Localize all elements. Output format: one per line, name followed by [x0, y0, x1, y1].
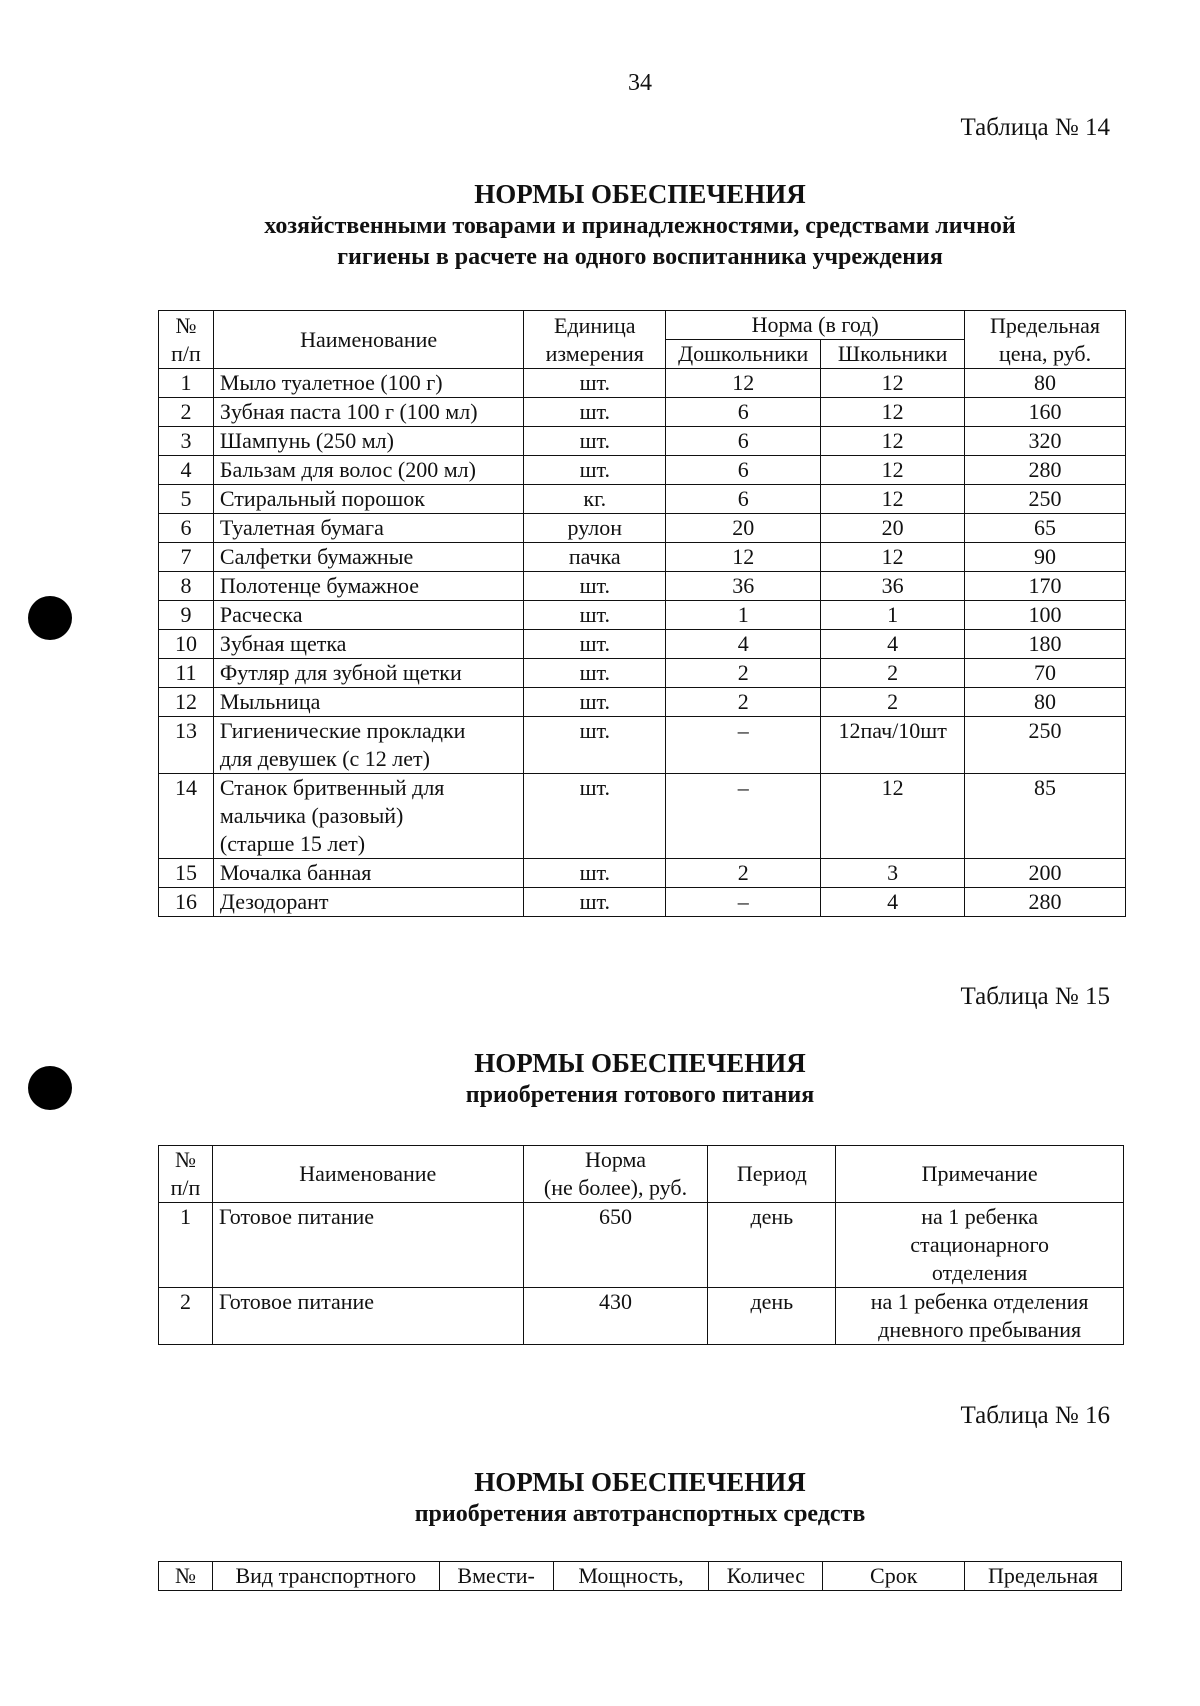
- header-unit: Единица измерения: [524, 311, 666, 369]
- header-preschool: Дошкольники: [666, 340, 821, 369]
- cell-num: 6: [159, 514, 214, 543]
- cell-unit: шт.: [524, 659, 666, 688]
- cell-note-line: отделения: [931, 1260, 1028, 1285]
- cell-price: 80: [965, 369, 1126, 398]
- cell-name: Готовое питание: [212, 1203, 523, 1288]
- cell-price: 200: [965, 859, 1126, 888]
- cell-school: 12: [821, 456, 965, 485]
- table-row: [159, 717, 1126, 774]
- table-row: [159, 1288, 1124, 1345]
- cell-unit: шт.: [524, 456, 666, 485]
- cell-name-line: Салфетки бумажные: [219, 544, 414, 569]
- cell-name: [213, 456, 523, 485]
- cell-num: 8: [159, 572, 214, 601]
- table-row: [159, 688, 1126, 717]
- cell-name-line: для девушек (с 12 лет): [219, 746, 430, 771]
- cell-name-line: Дезодорант: [219, 889, 329, 914]
- table-row: [159, 572, 1126, 601]
- cell-school: 3: [821, 859, 965, 888]
- cell-name-line: Гигиенические прокладки: [219, 718, 466, 743]
- cell-price: 320: [965, 427, 1126, 456]
- cell-school: 12: [821, 543, 965, 572]
- cell-name-line: Зубная щетка: [219, 631, 347, 656]
- cell-num: 1: [159, 369, 214, 398]
- cell-school: 12: [821, 398, 965, 427]
- cell-num: 2: [159, 398, 214, 427]
- table-row: [159, 514, 1126, 543]
- table-row: [159, 774, 1126, 859]
- cell-preschool: –: [666, 774, 821, 859]
- cell-name: [213, 774, 523, 859]
- cell-price: 170: [965, 572, 1126, 601]
- cell-price: 280: [965, 888, 1126, 917]
- cell-preschool: –: [666, 717, 821, 774]
- cell-num: 14: [159, 774, 214, 859]
- cell-price: 80: [965, 688, 1126, 717]
- cell-name-line: Полотенце бумажное: [219, 573, 420, 598]
- cell-school: 4: [821, 888, 965, 917]
- table-16-title: НОРМЫ ОБЕСПЕЧЕНИЯ: [474, 1467, 806, 1497]
- cell-unit: шт.: [524, 601, 666, 630]
- table-row: [159, 888, 1126, 917]
- cell-preschool: –: [666, 888, 821, 917]
- header-norm: Норма (не более), руб.: [523, 1146, 708, 1203]
- cell-unit: шт.: [524, 888, 666, 917]
- cell-unit: шт.: [524, 859, 666, 888]
- header-num: № п/п: [159, 1146, 213, 1203]
- table-14-title: НОРМЫ ОБЕСПЕЧЕНИЯ: [474, 179, 806, 209]
- table-row: [159, 1203, 1124, 1288]
- page-number: 34: [628, 70, 652, 96]
- cell-num: 15: [159, 859, 214, 888]
- cell-preschool: 6: [666, 485, 821, 514]
- cell-name-line: Мыло туалетное (100 г): [219, 370, 443, 395]
- cell-school: 20: [821, 514, 965, 543]
- header-cell: Вид транспортного: [212, 1562, 439, 1591]
- cell-name: [213, 572, 523, 601]
- header-num: № п/п: [159, 311, 214, 369]
- cell-name-line: Мыльница: [219, 689, 321, 714]
- cell-unit: пачка: [524, 543, 666, 572]
- header-note: Примечание: [836, 1146, 1124, 1203]
- cell-school: 12: [821, 485, 965, 514]
- cell-unit: шт.: [524, 369, 666, 398]
- cell-preschool: 1: [666, 601, 821, 630]
- table-14-label: Таблица № 14: [960, 114, 1110, 141]
- cell-school: 2: [821, 659, 965, 688]
- cell-num: 12: [159, 688, 214, 717]
- table-15-heading: [140, 1047, 1140, 1111]
- cell-name: [213, 859, 523, 888]
- table-14-subtitle-line1: хозяйственными товарами и принадлежностями, средствами личной: [264, 213, 1016, 239]
- header-cell: №: [159, 1562, 213, 1591]
- cell-name-line: Шампунь (250 мл): [219, 428, 394, 453]
- cell-name-line: Расческа: [219, 602, 303, 627]
- table-16-heading: [140, 1466, 1140, 1530]
- cell-preschool: 4: [666, 630, 821, 659]
- cell-note: [836, 1288, 1124, 1345]
- cell-norm: 430: [523, 1288, 708, 1345]
- cell-school: 2: [821, 688, 965, 717]
- cell-num: 9: [159, 601, 214, 630]
- cell-name-line: (старше 15 лет): [219, 831, 366, 856]
- cell-preschool: 12: [666, 369, 821, 398]
- cell-num: 16: [159, 888, 214, 917]
- table-15-subtitle: приобретения готового питания: [465, 1082, 815, 1108]
- table-16-label: Таблица № 16: [960, 1402, 1110, 1429]
- cell-name-line: Бальзам для волос (200 мл): [219, 457, 476, 482]
- header-period: Период: [708, 1146, 836, 1203]
- cell-unit: шт.: [524, 398, 666, 427]
- table-15-label: Таблица № 15: [960, 983, 1110, 1010]
- cell-name-line: мальчика (разовый): [219, 803, 404, 828]
- cell-num: 7: [159, 543, 214, 572]
- table-15: [158, 1145, 1124, 1345]
- cell-name-line: Туалетная бумага: [219, 515, 384, 540]
- cell-name-line: Зубная паста 100 г (100 мл): [219, 399, 478, 424]
- header-cell: Вмести-: [439, 1562, 553, 1591]
- table-row: [159, 859, 1126, 888]
- header-cell: Срок: [823, 1562, 965, 1591]
- table-14: [158, 310, 1126, 917]
- punch-hole: [28, 1066, 72, 1110]
- header-cell: Количес: [709, 1562, 823, 1591]
- cell-school: 12: [821, 369, 965, 398]
- punch-hole: [28, 596, 72, 640]
- table-row: [159, 369, 1126, 398]
- cell-price: 180: [965, 630, 1126, 659]
- cell-num: 1: [159, 1203, 213, 1288]
- cell-school: 12: [821, 774, 965, 859]
- cell-preschool: 6: [666, 398, 821, 427]
- table-row: [159, 630, 1126, 659]
- cell-unit: кг.: [524, 485, 666, 514]
- cell-price: 90: [965, 543, 1126, 572]
- cell-num: 4: [159, 456, 214, 485]
- table-16: [158, 1561, 1122, 1591]
- cell-name: [213, 369, 523, 398]
- cell-name: [213, 485, 523, 514]
- cell-unit: шт.: [524, 572, 666, 601]
- cell-preschool: 6: [666, 456, 821, 485]
- cell-name: [213, 630, 523, 659]
- cell-name: [213, 543, 523, 572]
- cell-preschool: 2: [666, 859, 821, 888]
- table-row: [159, 427, 1126, 456]
- cell-unit: шт.: [524, 717, 666, 774]
- cell-name: [213, 688, 523, 717]
- cell-name: [213, 888, 523, 917]
- cell-preschool: 12: [666, 543, 821, 572]
- cell-price: 250: [965, 717, 1126, 774]
- table-row: [159, 543, 1126, 572]
- header-name: Наименование: [213, 311, 523, 369]
- cell-name: [213, 398, 523, 427]
- cell-norm: 650: [523, 1203, 708, 1288]
- cell-num: 11: [159, 659, 214, 688]
- cell-name: Готовое питание: [212, 1288, 523, 1345]
- cell-note-line: дневного пребывания: [878, 1317, 1082, 1342]
- cell-school: 4: [821, 630, 965, 659]
- cell-unit: шт.: [524, 774, 666, 859]
- cell-price: 160: [965, 398, 1126, 427]
- table-15-title: НОРМЫ ОБЕСПЕЧЕНИЯ: [474, 1048, 806, 1078]
- cell-unit: шт.: [524, 427, 666, 456]
- cell-name: [213, 514, 523, 543]
- cell-period: день: [708, 1203, 836, 1288]
- table-row: [159, 398, 1126, 427]
- cell-price: 70: [965, 659, 1126, 688]
- header-cell: Мощность,: [553, 1562, 709, 1591]
- table-16-subtitle: приобретения автотранспортных средств: [414, 1501, 866, 1527]
- cell-preschool: 36: [666, 572, 821, 601]
- header-norm: Норма (в год): [666, 311, 965, 340]
- table-row: [159, 485, 1126, 514]
- cell-price: 280: [965, 456, 1126, 485]
- cell-unit: шт.: [524, 688, 666, 717]
- cell-price: 65: [965, 514, 1126, 543]
- cell-num: 13: [159, 717, 214, 774]
- cell-name: [213, 659, 523, 688]
- cell-num: 2: [159, 1288, 213, 1345]
- cell-name-line: Мочалка банная: [219, 860, 372, 885]
- header-cell: Предельная: [965, 1562, 1122, 1591]
- cell-price: 250: [965, 485, 1126, 514]
- table-14-subtitle-line2: гигиены в расчете на одного воспитанника учреждения: [337, 244, 943, 270]
- cell-name: [213, 717, 523, 774]
- cell-num: 5: [159, 485, 214, 514]
- cell-school: 12пач/10шт: [821, 717, 965, 774]
- cell-unit: рулон: [524, 514, 666, 543]
- header-school: Школьники: [821, 340, 965, 369]
- cell-note: [836, 1203, 1124, 1288]
- cell-school: 12: [821, 427, 965, 456]
- cell-preschool: 6: [666, 427, 821, 456]
- cell-note-line: на 1 ребенка: [921, 1204, 1039, 1229]
- cell-name-line: Станок бритвенный для: [219, 775, 445, 800]
- cell-unit: шт.: [524, 630, 666, 659]
- cell-preschool: 2: [666, 688, 821, 717]
- cell-name: [213, 427, 523, 456]
- cell-note-line: стационарного: [910, 1232, 1049, 1257]
- cell-name-line: Стиральный порошок: [219, 486, 425, 511]
- cell-name: [213, 601, 523, 630]
- header-price: Предельная цена, руб.: [965, 311, 1126, 369]
- cell-name-line: Футляр для зубной щетки: [219, 660, 462, 685]
- header-name: Наименование: [212, 1146, 523, 1203]
- cell-num: 10: [159, 630, 214, 659]
- table-row: [159, 659, 1126, 688]
- cell-note-line: на 1 ребенка отделения: [870, 1289, 1089, 1314]
- cell-school: 36: [821, 572, 965, 601]
- table-row: [159, 456, 1126, 485]
- cell-num: 3: [159, 427, 214, 456]
- table-row: [159, 601, 1126, 630]
- cell-school: 1: [821, 601, 965, 630]
- cell-preschool: 2: [666, 659, 821, 688]
- cell-price: 85: [965, 774, 1126, 859]
- table-14-heading: [140, 178, 1140, 273]
- cell-price: 100: [965, 601, 1126, 630]
- cell-period: день: [708, 1288, 836, 1345]
- cell-preschool: 20: [666, 514, 821, 543]
